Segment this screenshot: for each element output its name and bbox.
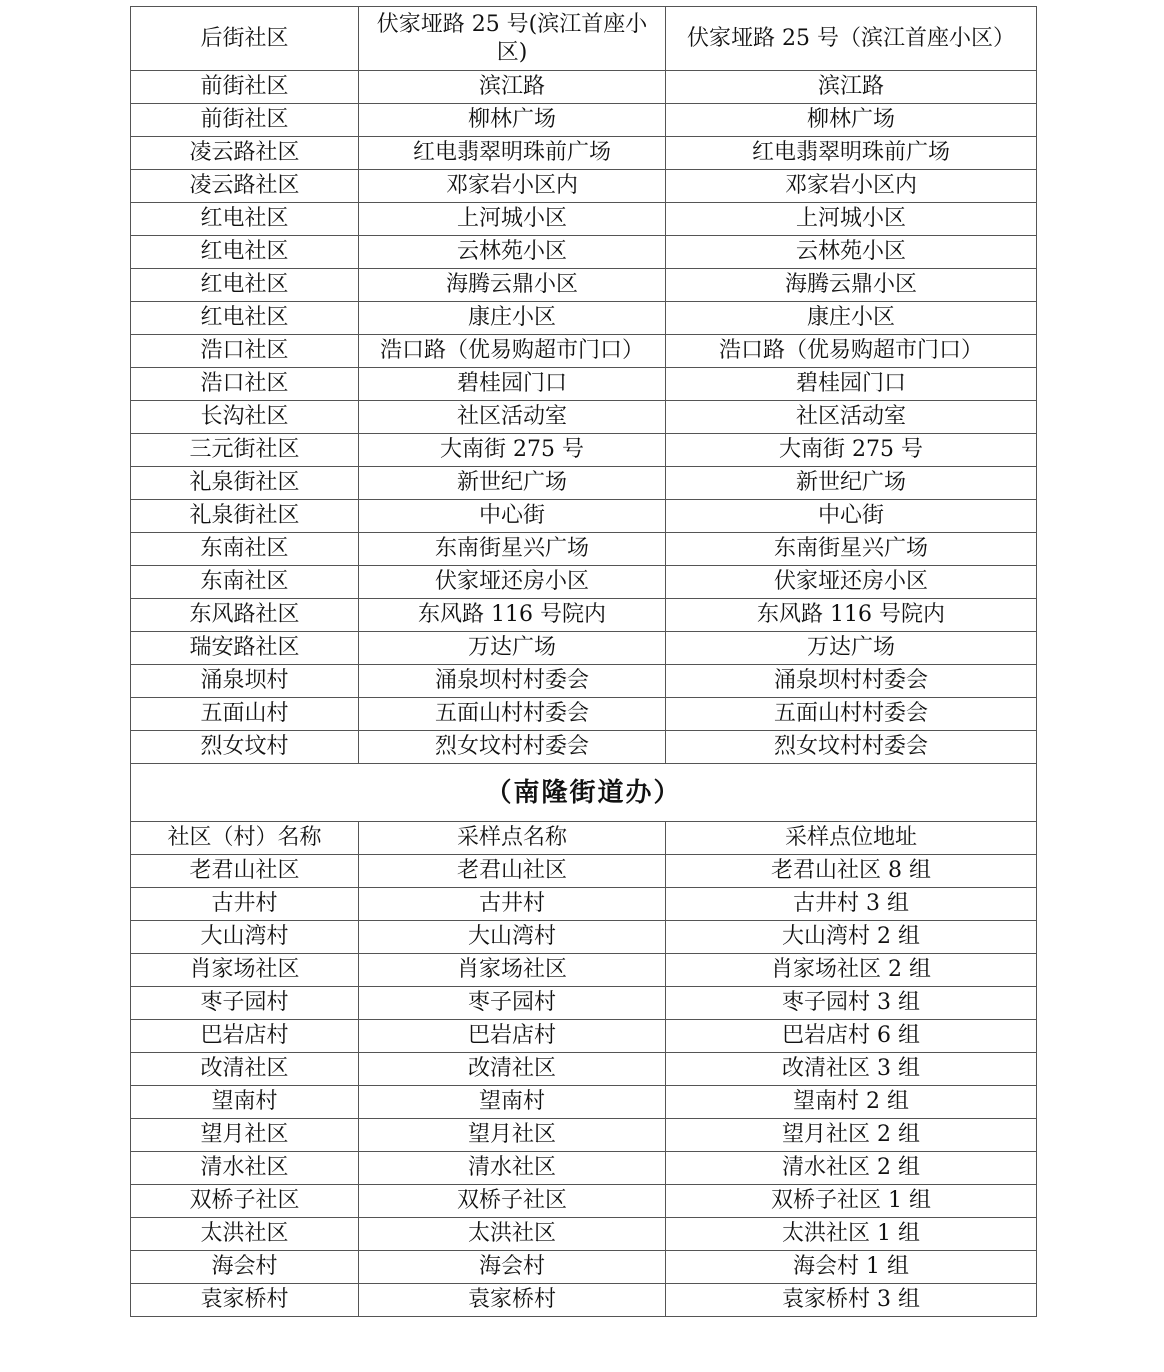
site-address-cell: 邓家岩小区内: [666, 170, 1037, 203]
table-row: [131, 665, 1037, 698]
site-name-cell: 东风路 116 号院内: [359, 599, 666, 632]
table-row: [131, 467, 1037, 500]
table-row: [131, 1251, 1037, 1284]
site-address-cell: 万达广场: [666, 632, 1037, 665]
community-name-cell: 改清社区: [131, 1053, 359, 1086]
site-name-cell: 枣子园村: [359, 987, 666, 1020]
site-address-cell: 康庄小区: [666, 302, 1037, 335]
community-name-cell: 凌云路社区: [131, 137, 359, 170]
table-row: [131, 954, 1037, 987]
site-name-cell: 改清社区: [359, 1053, 666, 1086]
table-row: [131, 137, 1037, 170]
table-row: [131, 1086, 1037, 1119]
community-name-cell: 红电社区: [131, 203, 359, 236]
table-row: [131, 170, 1037, 203]
site-address-cell: 袁家桥村 3 组: [666, 1284, 1037, 1317]
site-name-cell: 古井村: [359, 888, 666, 921]
site-address-cell: 碧桂园门口: [666, 368, 1037, 401]
column-header-community: 社区（村）名称: [131, 822, 359, 855]
site-name-cell: 涌泉坝村村委会: [359, 665, 666, 698]
site-name-cell: 社区活动室: [359, 401, 666, 434]
table-row: [131, 731, 1037, 764]
community-name-cell: 长沟社区: [131, 401, 359, 434]
site-name-cell: 望月社区: [359, 1119, 666, 1152]
site-name-cell: 双桥子社区: [359, 1185, 666, 1218]
site-address-cell: 太洪社区 1 组: [666, 1218, 1037, 1251]
community-name-cell: 望南村: [131, 1086, 359, 1119]
site-address-cell: 大山湾村 2 组: [666, 921, 1037, 954]
community-name-cell: 瑞安路社区: [131, 632, 359, 665]
site-address-cell: 中心街: [666, 500, 1037, 533]
site-name-cell: 清水社区: [359, 1152, 666, 1185]
column-header-site-address: 采样点位地址: [666, 822, 1037, 855]
community-name-cell: 双桥子社区: [131, 1185, 359, 1218]
community-name-cell: 东风路社区: [131, 599, 359, 632]
community-name-cell: 浩口社区: [131, 335, 359, 368]
site-name-cell: 伏家垭还房小区: [359, 566, 666, 599]
community-name-cell: 五面山村: [131, 698, 359, 731]
table-row: [131, 7, 1037, 71]
community-name-cell: 红电社区: [131, 269, 359, 302]
site-address-cell: 双桥子社区 1 组: [666, 1185, 1037, 1218]
site-name-cell: 伏家垭路 25 号(滨江首座小区): [359, 7, 666, 71]
site-address-cell: 枣子园村 3 组: [666, 987, 1037, 1020]
site-name-cell: 肖家场社区: [359, 954, 666, 987]
site-name-cell: 海会村: [359, 1251, 666, 1284]
table-body: [131, 7, 1037, 1317]
table-row: [131, 632, 1037, 665]
community-name-cell: 后街社区: [131, 7, 359, 71]
site-address-cell: 五面山村村委会: [666, 698, 1037, 731]
community-name-cell: 海会村: [131, 1251, 359, 1284]
table-row: [131, 335, 1037, 368]
site-address-cell: 云林苑小区: [666, 236, 1037, 269]
community-name-cell: 枣子园村: [131, 987, 359, 1020]
site-address-cell: 涌泉坝村村委会: [666, 665, 1037, 698]
site-name-cell: 太洪社区: [359, 1218, 666, 1251]
table-row: [131, 104, 1037, 137]
community-name-cell: 袁家桥村: [131, 1284, 359, 1317]
table-row: [131, 368, 1037, 401]
site-address-cell: 上河城小区: [666, 203, 1037, 236]
community-name-cell: 红电社区: [131, 302, 359, 335]
community-name-cell: 凌云路社区: [131, 170, 359, 203]
site-address-cell: 巴岩店村 6 组: [666, 1020, 1037, 1053]
site-name-cell: 碧桂园门口: [359, 368, 666, 401]
site-address-cell: 红电翡翠明珠前广场: [666, 137, 1037, 170]
community-name-cell: 清水社区: [131, 1152, 359, 1185]
site-name-cell: 万达广场: [359, 632, 666, 665]
table-row: [131, 269, 1037, 302]
site-address-cell: 望南村 2 组: [666, 1086, 1037, 1119]
community-name-cell: 三元街社区: [131, 434, 359, 467]
community-name-cell: 东南社区: [131, 566, 359, 599]
table-row: [131, 1152, 1037, 1185]
site-name-cell: 红电翡翠明珠前广场: [359, 137, 666, 170]
table-row: [131, 566, 1037, 599]
table-row: [131, 1284, 1037, 1317]
column-header-row: [131, 822, 1037, 855]
site-address-cell: 浩口路（优易购超市门口）: [666, 335, 1037, 368]
table-row: [131, 855, 1037, 888]
site-address-cell: 改清社区 3 组: [666, 1053, 1037, 1086]
community-name-cell: 东南社区: [131, 533, 359, 566]
sampling-sites-table: [130, 6, 1037, 1317]
site-name-cell: 老君山社区: [359, 855, 666, 888]
community-name-cell: 礼泉街社区: [131, 467, 359, 500]
table-row: [131, 1119, 1037, 1152]
site-name-cell: 海腾云鼎小区: [359, 269, 666, 302]
table-row: [131, 1185, 1037, 1218]
site-name-cell: 烈女坟村村委会: [359, 731, 666, 764]
site-address-cell: 大南街 275 号: [666, 434, 1037, 467]
table-row: [131, 71, 1037, 104]
community-name-cell: 太洪社区: [131, 1218, 359, 1251]
community-name-cell: 前街社区: [131, 104, 359, 137]
site-address-cell: 肖家场社区 2 组: [666, 954, 1037, 987]
site-address-cell: 滨江路: [666, 71, 1037, 104]
site-name-cell: 望南村: [359, 1086, 666, 1119]
site-name-cell: 袁家桥村: [359, 1284, 666, 1317]
site-address-cell: 柳林广场: [666, 104, 1037, 137]
table-row: [131, 599, 1037, 632]
community-name-cell: 望月社区: [131, 1119, 359, 1152]
community-name-cell: 浩口社区: [131, 368, 359, 401]
site-name-cell: 浩口路（优易购超市门口）: [359, 335, 666, 368]
site-name-cell: 新世纪广场: [359, 467, 666, 500]
table-row: [131, 203, 1037, 236]
table-row: [131, 236, 1037, 269]
site-name-cell: 东南街星兴广场: [359, 533, 666, 566]
table-row: [131, 434, 1037, 467]
table-row: [131, 500, 1037, 533]
site-address-cell: 烈女坟村村委会: [666, 731, 1037, 764]
community-name-cell: 肖家场社区: [131, 954, 359, 987]
site-name-cell: 中心街: [359, 500, 666, 533]
table-row: [131, 698, 1037, 731]
site-address-cell: 望月社区 2 组: [666, 1119, 1037, 1152]
community-name-cell: 涌泉坝村: [131, 665, 359, 698]
community-name-cell: 老君山社区: [131, 855, 359, 888]
community-name-cell: 礼泉街社区: [131, 500, 359, 533]
table-row: [131, 401, 1037, 434]
section-title: （南隆街道办）: [131, 764, 1037, 822]
table-row: [131, 1053, 1037, 1086]
community-name-cell: 烈女坟村: [131, 731, 359, 764]
site-name-cell: 大南街 275 号: [359, 434, 666, 467]
column-header-site-name: 采样点名称: [359, 822, 666, 855]
table-row: [131, 888, 1037, 921]
site-address-cell: 老君山社区 8 组: [666, 855, 1037, 888]
table-row: [131, 533, 1037, 566]
site-name-cell: 柳林广场: [359, 104, 666, 137]
site-address-cell: 海会村 1 组: [666, 1251, 1037, 1284]
community-name-cell: 巴岩店村: [131, 1020, 359, 1053]
site-address-cell: 伏家垭还房小区: [666, 566, 1037, 599]
site-name-cell: 滨江路: [359, 71, 666, 104]
site-address-cell: 清水社区 2 组: [666, 1152, 1037, 1185]
site-name-cell: 大山湾村: [359, 921, 666, 954]
section-row: [131, 764, 1037, 822]
site-address-cell: 东南街星兴广场: [666, 533, 1037, 566]
table-row: [131, 921, 1037, 954]
community-name-cell: 前街社区: [131, 71, 359, 104]
site-address-cell: 社区活动室: [666, 401, 1037, 434]
community-name-cell: 大山湾村: [131, 921, 359, 954]
site-name-cell: 云林苑小区: [359, 236, 666, 269]
site-name-cell: 五面山村村委会: [359, 698, 666, 731]
site-name-cell: 康庄小区: [359, 302, 666, 335]
table-row: [131, 302, 1037, 335]
site-address-cell: 古井村 3 组: [666, 888, 1037, 921]
community-name-cell: 古井村: [131, 888, 359, 921]
community-name-cell: 红电社区: [131, 236, 359, 269]
table-row: [131, 1218, 1037, 1251]
table-row: [131, 987, 1037, 1020]
site-address-cell: 新世纪广场: [666, 467, 1037, 500]
site-name-cell: 邓家岩小区内: [359, 170, 666, 203]
site-address-cell: 伏家垭路 25 号（滨江首座小区）: [666, 7, 1037, 71]
table-row: [131, 1020, 1037, 1053]
site-name-cell: 巴岩店村: [359, 1020, 666, 1053]
site-address-cell: 海腾云鼎小区: [666, 269, 1037, 302]
site-name-cell: 上河城小区: [359, 203, 666, 236]
site-address-cell: 东风路 116 号院内: [666, 599, 1037, 632]
